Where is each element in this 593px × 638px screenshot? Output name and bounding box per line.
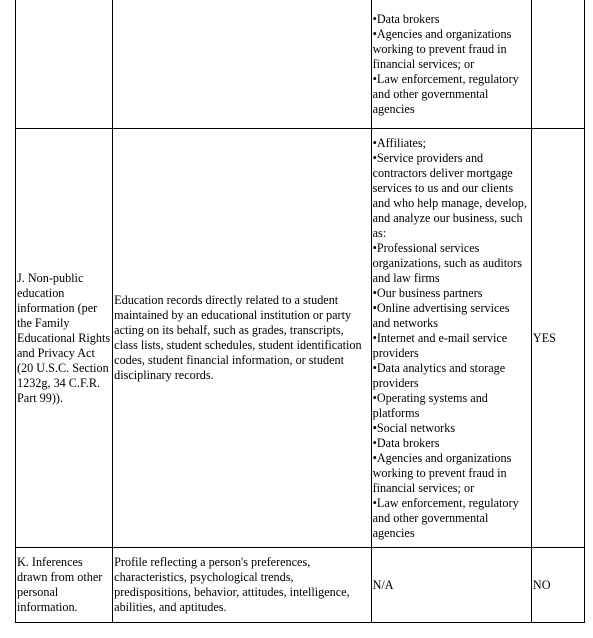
- category-cell: [16, 0, 113, 129]
- recipient-item: •Agencies and organizations working to prevent fraud in financial services; or: [372, 450, 512, 495]
- sold-cell: NO: [531, 548, 584, 623]
- personal-information-table: [15, 0, 585, 623]
- recipient-item: •Our business partners: [372, 285, 483, 300]
- recipient-item: •Professional services organizations, such as auditors and law firms: [372, 240, 522, 285]
- recipients-cell: [371, 548, 531, 623]
- category-cell: K. Inferences drawn from other personal information.: [16, 548, 113, 623]
- recipient-item: •Operating systems and platforms: [372, 390, 488, 420]
- recipients-cell: [371, 0, 531, 129]
- recipient-item: •Law enforcement, regulatory and other governmental agencies: [372, 495, 519, 540]
- recipients-cell: [371, 129, 531, 548]
- recipient-item: •Data brokers: [372, 435, 440, 450]
- table-row: [16, 129, 585, 548]
- recipient-item: •Affiliates;: [372, 135, 427, 150]
- examples-cell: [113, 129, 371, 548]
- examples-cell: Profile reflecting a person's preferences, characteristics, psychological trends, predispositions, behavior, attitudes, intelligence, abilities, and aptitudes.: [113, 548, 371, 623]
- recipient-item: •Data analytics and storage providers: [372, 360, 506, 390]
- examples-cell: [113, 0, 371, 129]
- category-text: J. Non-public education information (per the Family Educational Rights and Privacy Act (20 U.S.C. Section 1232g, 34 C.F.R. Part 99)).: [17, 270, 111, 405]
- table-row: [16, 548, 585, 623]
- examples-text: Education records directly related to a student maintained by an educational institution or party acting on its behalf, such as grades, transcripts, class lists, student schedules, student identification codes, student financial information, or student disciplinary records.: [114, 293, 362, 382]
- recipient-item: •Internet and e-mail service providers: [372, 330, 508, 360]
- recipient-item: •Data brokers: [372, 11, 440, 26]
- sold-cell: YES: [531, 129, 584, 548]
- sold-cell: [531, 0, 584, 129]
- recipient-item: •Law enforcement, regulatory and other governmental agencies: [372, 71, 519, 116]
- recipient-item: N/A: [372, 577, 394, 592]
- table-row: [16, 0, 585, 129]
- recipient-item: •Agencies and organizations working to prevent fraud in financial services; or: [372, 26, 512, 71]
- category-cell: [16, 129, 113, 548]
- recipient-item: •Service providers and contractors deliver mortgage services to us and our clients and who help manage, develop, and analyze our business, such as:: [372, 150, 527, 240]
- recipient-item: •Social networks: [372, 420, 456, 435]
- recipient-item: •Online advertising services and networks: [372, 300, 510, 330]
